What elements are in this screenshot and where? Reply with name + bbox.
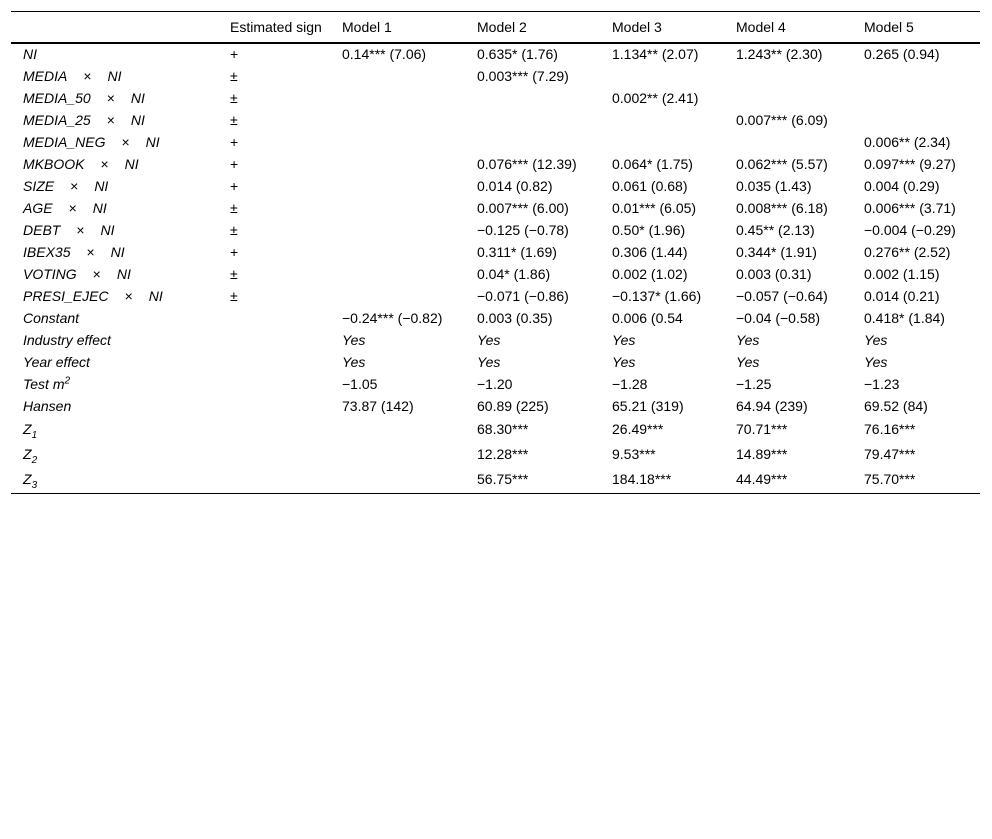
header-row-label: [11, 12, 218, 44]
interaction-suffix: NI: [124, 156, 139, 172]
interaction-times-sign: ×: [68, 200, 77, 216]
model-2-value: 0.076*** (12.39): [477, 156, 577, 172]
model-4-value: 0.344* (1.91): [736, 244, 817, 260]
model-2-value: 12.28***: [477, 446, 529, 462]
table-body: [11, 43, 980, 494]
model-3-value: [600, 66, 724, 88]
table-header-row: [11, 12, 980, 44]
estimated-sign-cell: +: [230, 156, 239, 172]
model-5-value: [852, 66, 980, 88]
interaction-times-sign: ×: [92, 266, 101, 282]
model-3-value: [600, 110, 724, 132]
model-3-value: 0.002 (1.02): [612, 266, 688, 282]
row-label: [11, 264, 218, 286]
model-5-value: 0.006** (2.34): [864, 134, 951, 150]
model-2-value: [465, 88, 600, 110]
table-row: [11, 88, 980, 110]
model-3-value: 0.006 (0.54: [612, 310, 683, 326]
model-4-value: 0.035 (1.43): [736, 178, 812, 194]
estimated-sign-cell: +: [230, 178, 239, 194]
model-1-value: Yes: [342, 332, 366, 348]
variable-name: Z: [23, 421, 32, 437]
model-3-value: 0.061 (0.68): [612, 178, 688, 194]
variable-name: Constant: [23, 310, 80, 326]
model-3-value: 0.002** (2.41): [612, 90, 699, 106]
header-estimated-sign: Estimated sign: [230, 19, 322, 35]
model-4-value: 44.49***: [736, 471, 788, 487]
model-2-value: 0.003 (0.35): [477, 310, 553, 326]
model-1-value: [330, 132, 465, 154]
model-5-value: 0.418* (1.84): [864, 310, 945, 326]
model-4-value: 0.062*** (5.57): [736, 156, 828, 172]
model-4-value: [724, 88, 852, 110]
variable-name: Hansen: [23, 398, 72, 414]
model-2-value: 0.635* (1.76): [477, 46, 558, 62]
regression-results-table: [11, 11, 980, 494]
model-2-value: 0.311* (1.69): [477, 244, 557, 260]
row-label: [11, 468, 218, 494]
table-row: [11, 443, 980, 468]
variable-name: MEDIA_NEG: [23, 134, 106, 150]
model-1-value: [330, 198, 465, 220]
model-4-value: Yes: [736, 332, 760, 348]
variable-name: Z: [23, 446, 32, 462]
model-5-value: [852, 110, 980, 132]
model-2-value: Yes: [477, 354, 501, 370]
row-label: [11, 66, 218, 88]
model-1-value: [330, 468, 465, 494]
model-4-value: 0.003 (0.31): [736, 266, 812, 282]
model-4-value: 64.94 (239): [736, 398, 808, 414]
model-2-value: 68.30***: [477, 421, 529, 437]
variable-name: MEDIA_25: [23, 112, 91, 128]
model-3-value: 1.134** (2.07): [612, 46, 699, 62]
estimated-sign-cell: [218, 308, 330, 330]
table-row: [11, 43, 980, 66]
table-row: [11, 352, 980, 374]
model-5-value: 0.006*** (3.71): [864, 200, 956, 216]
interaction-times-sign: ×: [106, 112, 115, 128]
variable-name: DEBT: [23, 222, 61, 238]
table-row: [11, 264, 980, 286]
superscript: 2: [64, 375, 71, 387]
estimated-sign-cell: [218, 352, 330, 374]
model-1-value: [330, 264, 465, 286]
model-4-value: 0.007*** (6.09): [736, 112, 828, 128]
interaction-times-sign: ×: [83, 68, 92, 84]
subscript: 1: [31, 429, 38, 441]
model-1-value: [330, 66, 465, 88]
estimated-sign-cell: ±: [230, 222, 238, 238]
model-4-value: 0.45** (2.13): [736, 222, 815, 238]
model-3-value: 184.18***: [612, 471, 672, 487]
model-5-value: 0.002 (1.15): [864, 266, 940, 282]
model-5-value: 69.52 (84): [864, 398, 928, 414]
interaction-times-sign: ×: [76, 222, 85, 238]
estimated-sign-cell: [218, 443, 330, 468]
table-row: [11, 468, 980, 494]
variable-name: Year effect: [23, 354, 90, 370]
row-label: [11, 352, 218, 374]
model-2-value: −0.071 (−0.86): [477, 288, 569, 304]
row-label: [11, 396, 218, 418]
interaction-suffix: NI: [94, 178, 109, 194]
interaction-suffix: NI: [130, 112, 145, 128]
row-label: [11, 88, 218, 110]
model-1-value: [330, 286, 465, 308]
model-2-value: −1.20: [477, 376, 513, 392]
model-1-value: [330, 88, 465, 110]
model-4-value: 14.89***: [736, 446, 788, 462]
estimated-sign-cell: +: [230, 46, 239, 62]
model-3-value: [600, 132, 724, 154]
subscript: 2: [31, 454, 38, 466]
interaction-suffix: NI: [92, 200, 107, 216]
model-2-value: 0.04* (1.86): [477, 266, 551, 282]
model-3-value: 65.21 (319): [612, 398, 684, 414]
table-row: [11, 198, 980, 220]
model-2-value: 60.89 (225): [477, 398, 549, 414]
row-label: [11, 242, 218, 264]
row-label: [11, 374, 218, 396]
estimated-sign-cell: ±: [230, 90, 238, 106]
model-5-value: 79.47***: [864, 446, 916, 462]
interaction-times-sign: ×: [121, 134, 130, 150]
model-1-value: −1.05: [342, 376, 378, 392]
row-label: [11, 198, 218, 220]
estimated-sign-cell: [218, 468, 330, 494]
model-5-value: 0.014 (0.21): [864, 288, 940, 304]
interaction-times-sign: ×: [86, 244, 95, 260]
model-2-value: −0.125 (−0.78): [477, 222, 569, 238]
model-4-value: −0.04 (−0.58): [736, 310, 821, 326]
estimated-sign-cell: [218, 396, 330, 418]
header-model-1: Model 1: [342, 19, 392, 35]
table-row: [11, 330, 980, 352]
model-5-value: Yes: [864, 332, 888, 348]
interaction-suffix: NI: [148, 288, 163, 304]
model-1-value: [330, 154, 465, 176]
table-row: [11, 374, 980, 396]
table-row: [11, 308, 980, 330]
model-4-value: Yes: [736, 354, 760, 370]
model-4-value: −0.057 (−0.64): [736, 288, 828, 304]
model-2-value: 56.75***: [477, 471, 529, 487]
model-2-value: Yes: [477, 332, 501, 348]
variable-name: SIZE: [23, 178, 55, 194]
variable-name: MEDIA_50: [23, 90, 91, 106]
model-3-value: −0.137* (1.66): [612, 288, 702, 304]
model-3-value: 0.306 (1.44): [612, 244, 688, 260]
interaction-suffix: NI: [130, 90, 145, 106]
row-label: [11, 418, 218, 443]
model-4-value: 70.71***: [736, 421, 788, 437]
interaction-times-sign: ×: [70, 178, 79, 194]
model-1-value: Yes: [342, 354, 366, 370]
row-label: [11, 286, 218, 308]
header-model-2: Model 2: [477, 19, 527, 35]
row-label: [11, 43, 218, 66]
model-3-value: 0.50* (1.96): [612, 222, 686, 238]
row-label: [11, 308, 218, 330]
model-5-value: [852, 88, 980, 110]
model-2-value: [465, 132, 600, 154]
model-3-value: −1.28: [612, 376, 648, 392]
model-1-value: [330, 110, 465, 132]
estimated-sign-cell: ±: [230, 112, 238, 128]
table-row: [11, 154, 980, 176]
header-model-3: Model 3: [612, 19, 662, 35]
row-label: [11, 330, 218, 352]
table-row: [11, 110, 980, 132]
interaction-times-sign: ×: [124, 288, 133, 304]
estimated-sign-cell: ±: [230, 200, 238, 216]
estimated-sign-cell: [218, 418, 330, 443]
interaction-times-sign: ×: [100, 156, 109, 172]
row-label: [11, 132, 218, 154]
interaction-suffix: NI: [145, 134, 160, 150]
table-row: [11, 220, 980, 242]
model-1-value: [330, 220, 465, 242]
table-row: [11, 242, 980, 264]
model-5-value: −0.004 (−0.29): [864, 222, 956, 238]
model-4-value: [724, 66, 852, 88]
model-5-value: 76.16***: [864, 421, 916, 437]
header-model-4: Model 4: [736, 19, 786, 35]
model-2-value: 0.014 (0.82): [477, 178, 553, 194]
variable-name: AGE: [23, 200, 53, 216]
model-5-value: 0.004 (0.29): [864, 178, 940, 194]
estimated-sign-cell: +: [230, 134, 239, 150]
row-label: [11, 443, 218, 468]
model-5-value: 0.097*** (9.27): [864, 156, 956, 172]
interaction-suffix: NI: [100, 222, 115, 238]
model-4-value: −1.25: [736, 376, 772, 392]
variable-name: VOTING: [23, 266, 77, 282]
model-5-value: 0.276** (2.52): [864, 244, 951, 260]
estimated-sign-cell: [218, 330, 330, 352]
variable-name: Test m: [23, 376, 65, 392]
model-2-value: [465, 110, 600, 132]
model-3-value: 0.01*** (6.05): [612, 200, 697, 216]
variable-name: MKBOOK: [23, 156, 85, 172]
model-3-value: Yes: [612, 332, 636, 348]
model-5-value: Yes: [864, 354, 888, 370]
model-1-value: [330, 242, 465, 264]
row-label: [11, 176, 218, 198]
model-1-value: 0.14*** (7.06): [342, 46, 427, 62]
model-2-value: 0.007*** (6.00): [477, 200, 569, 216]
row-label: [11, 110, 218, 132]
model-3-value: 26.49***: [612, 421, 664, 437]
interaction-suffix: NI: [116, 266, 131, 282]
variable-name: NI: [23, 46, 37, 62]
subscript: 3: [31, 479, 38, 491]
estimated-sign-cell: ±: [230, 266, 238, 282]
model-3-value: Yes: [612, 354, 636, 370]
variable-name: Z: [23, 471, 32, 487]
interaction-times-sign: ×: [106, 90, 115, 106]
model-1-value: [330, 443, 465, 468]
model-1-value: −0.24*** (−0.82): [342, 310, 443, 326]
variable-name: Industry effect: [23, 332, 111, 348]
model-5-value: −1.23: [864, 376, 900, 392]
model-1-value: 73.87 (142): [342, 398, 414, 414]
estimated-sign-cell: ±: [230, 68, 238, 84]
table-row: [11, 418, 980, 443]
model-3-value: 0.064* (1.75): [612, 156, 693, 172]
interaction-suffix: NI: [110, 244, 125, 260]
model-5-value: 75.70***: [864, 471, 916, 487]
variable-name: IBEX35: [23, 244, 71, 260]
table-row: [11, 286, 980, 308]
model-2-value: 0.003*** (7.29): [477, 68, 569, 84]
table-row: [11, 132, 980, 154]
estimated-sign-cell: [218, 374, 330, 396]
variable-name: MEDIA: [23, 68, 68, 84]
row-label: [11, 220, 218, 242]
header-model-5: Model 5: [864, 19, 914, 35]
interaction-suffix: NI: [107, 68, 122, 84]
estimated-sign-cell: +: [230, 244, 239, 260]
variable-name: PRESI_EJEC: [23, 288, 109, 304]
model-4-value: 1.243** (2.30): [736, 46, 823, 62]
table-row: [11, 66, 980, 88]
model-1-value: [330, 176, 465, 198]
row-label: [11, 154, 218, 176]
model-1-value: [330, 418, 465, 443]
estimated-sign-cell: ±: [230, 288, 238, 304]
model-3-value: 9.53***: [612, 446, 656, 462]
table-row: [11, 396, 980, 418]
model-4-value: 0.008*** (6.18): [736, 200, 828, 216]
model-4-value: [724, 132, 852, 154]
model-5-value: 0.265 (0.94): [864, 46, 940, 62]
table-row: [11, 176, 980, 198]
